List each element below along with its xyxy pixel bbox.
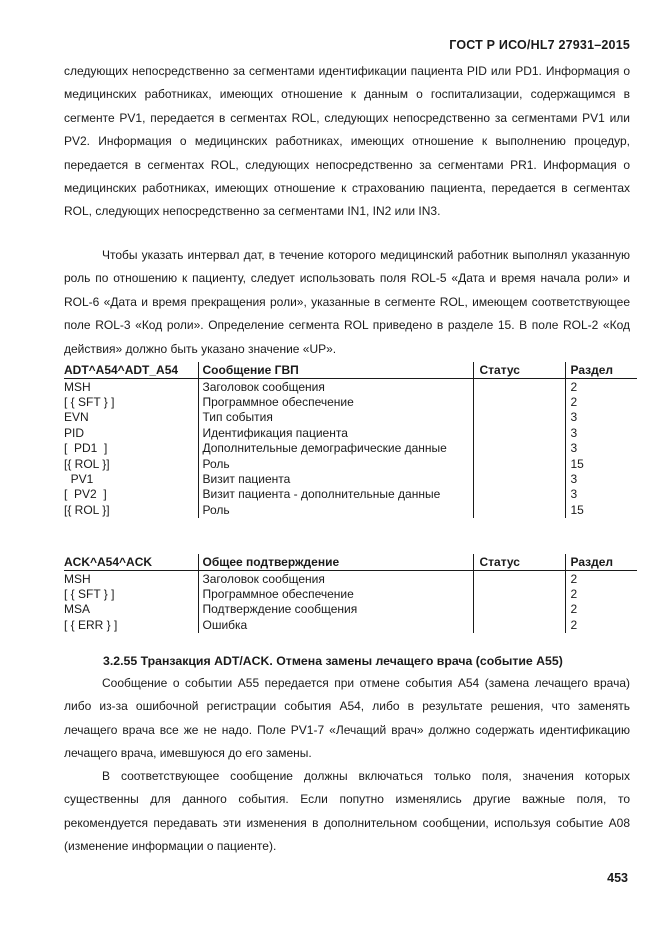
status-cell — [473, 456, 565, 471]
segment-cell: EVN — [64, 410, 89, 425]
description-cell: Программное обеспечение — [198, 394, 473, 409]
table-row — [64, 425, 637, 440]
status-cell — [473, 602, 565, 617]
segment-cell: [ PV2 ] — [64, 487, 107, 502]
segment-cell: MSA — [64, 602, 91, 617]
status-cell — [473, 441, 565, 456]
section-cell: 3 — [565, 471, 637, 486]
column-header-status: Статус — [473, 362, 565, 379]
description-cell: Ошибка — [198, 617, 473, 632]
segment-cell: PID — [64, 425, 85, 440]
description-cell: Визит пациента - дополнительные данные — [198, 487, 473, 502]
section-cell: 2 — [565, 394, 637, 409]
status-cell — [473, 502, 565, 517]
table-row — [64, 456, 637, 471]
column-header-status: Статус — [473, 554, 565, 571]
status-cell — [473, 586, 565, 601]
description-cell: Идентификация пациента — [198, 425, 473, 440]
description-cell: Заголовок сообщения — [198, 571, 473, 587]
segment-cell: MSH — [64, 571, 91, 586]
status-cell — [473, 379, 565, 395]
description-cell: Заголовок сообщения — [198, 379, 473, 395]
section-cell: 3 — [565, 441, 637, 456]
description-cell: Тип события — [198, 410, 473, 425]
section-cell: 15 — [565, 456, 637, 471]
table-row — [64, 502, 637, 517]
segment-cell: [ PD1 ] — [64, 441, 108, 456]
table-row — [64, 410, 637, 425]
section-cell: 2 — [565, 617, 637, 632]
table-row — [64, 379, 637, 395]
table-row — [64, 471, 637, 486]
table-row — [64, 602, 637, 617]
description-cell: Дополнительные демографические данные — [198, 441, 473, 456]
section-cell: 3 — [565, 487, 637, 502]
segment-cell: MSH — [64, 379, 91, 394]
description-cell: Подтверждение сообщения — [198, 602, 473, 617]
paragraph-relevant-fields: В соответствующее сообщение должны включаться только поля, значения которых существенны для данного события. Если попутно изменялись другие важные поля, то рекомендуется передавать эти изменения в дополнительном сообщении, используя событие A08 (изменение информации о пациенте). — [64, 769, 630, 854]
document-header: ГОСТ Р ИСО/HL7 27931–2015 — [449, 38, 630, 52]
table-row — [64, 394, 637, 409]
table-row — [64, 571, 637, 587]
column-header-section: Раздел — [565, 554, 637, 571]
status-cell — [473, 410, 565, 425]
column-header-description: Общее подтверждение — [198, 554, 473, 571]
section-cell: 2 — [565, 571, 637, 587]
segment-cell: [{ ROL }] — [64, 456, 110, 471]
status-cell — [473, 471, 565, 486]
paragraph-event-a55: Сообщение о событии A55 передается при отмене события A54 (замена лечащего врача) либо из-за ошибочной регистрации события A54, либо в результате решения, что заменять лечащего врача все же не надо. Поле PV1-7 «Лечащий врач» должно содержать идентификацию лечащего врача, имевшуюся до его замены. — [64, 676, 630, 761]
section-cell: 3 — [565, 410, 637, 425]
table-row — [64, 586, 637, 601]
column-header-segment: ACK^A54^ACK — [64, 554, 198, 571]
column-header-description: Сообщение ГВП — [198, 362, 473, 379]
status-cell — [473, 425, 565, 440]
description-cell: Роль — [198, 456, 473, 471]
segment-cell: [{ ROL }] — [64, 502, 110, 517]
section-cell: 2 — [565, 379, 637, 395]
description-cell: Программное обеспечение — [198, 586, 473, 601]
status-cell — [473, 487, 565, 502]
message-structure-table-adt-a54 — [64, 362, 637, 518]
section-cell: 15 — [565, 502, 637, 517]
section-heading: 3.2.55 Транзакция ADT/ACK. Отмена замены лечащего врача (событие A55) — [103, 654, 563, 668]
paragraph-date-interval: Чтобы указать интервал дат, в течение которого медицинский работник выполнял указанную роль по отношению к пациенту, следует использовать поля ROL-5 «Дата и время начала роли» и ROL-6 «Дата и время прекращения роли», указанные в сегменте ROL, имеющем соответствующее поле ROL-3 «Код роли». Определение сегмента ROL приведено в разделе 15. В поле ROL-2 «Код действия» должно быть указано значение «UP». — [64, 248, 630, 356]
page-number: 453 — [607, 871, 628, 885]
description-cell: Визит пациента — [198, 471, 473, 486]
status-cell — [473, 617, 565, 632]
paragraph-rol-segments: следующих непосредственно за сегментами идентификации пациента PID или PD1. Информация о медицинских работниках, имеющих отношение к данным о госпитализации, содержащимся в сегменте PV1, передается в сегментах ROL, следующих непосредственно за сегментами PV1 или PV2. Информация о медицинских работниках, имеющих отношение к выполнению процедур, передается в сегментах ROL, следующих непосредственно за сегментами PR1. Информация о медицинских работниках, имеющих отношение к страхованию пациента, передается в сегментах ROL, следующих непосредственно за сегментами IN1, IN2 или IN3. — [64, 64, 630, 219]
table-header-row — [64, 554, 637, 571]
section-cell: 2 — [565, 602, 637, 617]
table-header-row — [64, 362, 637, 379]
segment-cell: [ { SFT } ] — [64, 395, 115, 410]
segment-cell: PV1 — [64, 472, 94, 487]
status-cell — [473, 571, 565, 587]
section-cell: 3 — [565, 425, 637, 440]
description-cell: Роль — [198, 502, 473, 517]
column-header-segment: ADT^A54^ADT_A54 — [64, 362, 198, 379]
table-row — [64, 441, 637, 456]
table-row — [64, 617, 637, 632]
segment-cell: [ { ERR } ] — [64, 617, 118, 632]
segment-cell: [ { SFT } ] — [64, 587, 115, 602]
table-row — [64, 487, 637, 502]
column-header-section: Раздел — [565, 362, 637, 379]
status-cell — [473, 394, 565, 409]
message-structure-table-ack-a54 — [64, 554, 637, 633]
section-cell: 2 — [565, 586, 637, 601]
